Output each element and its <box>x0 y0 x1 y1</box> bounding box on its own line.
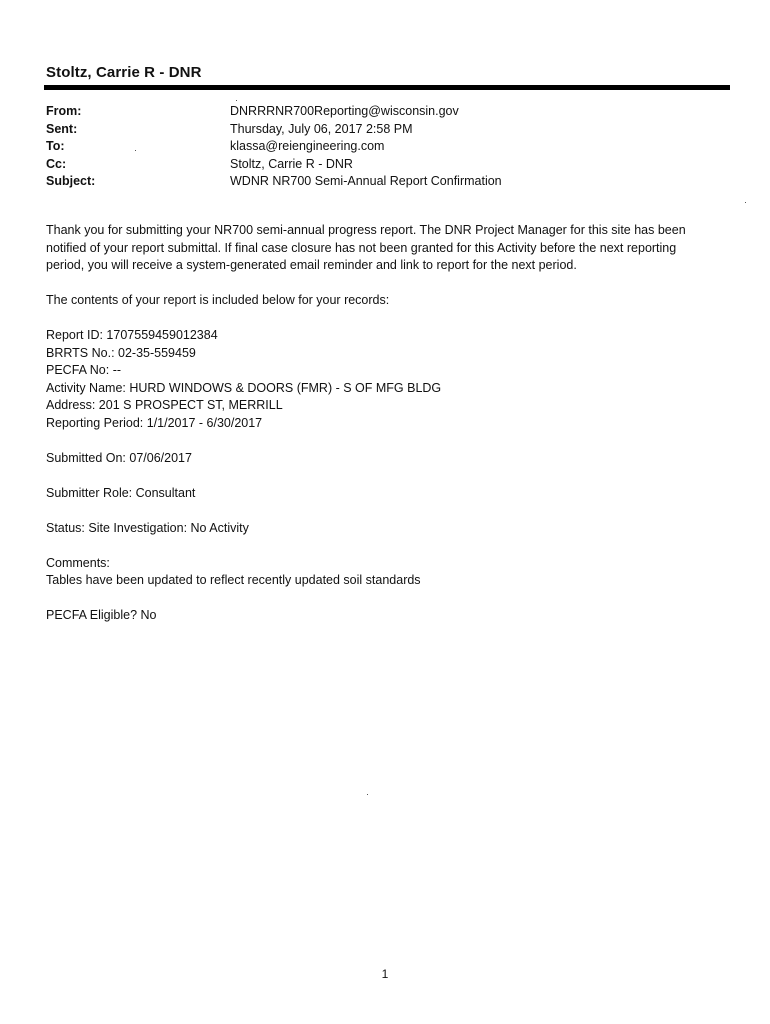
subject-value: WDNR NR700 Semi-Annual Report Confirmation <box>230 174 502 188</box>
cc-value: Stoltz, Carrie R - DNR <box>230 156 353 171</box>
comments-paragraph <box>46 555 736 590</box>
comments-text: Tables have been updated to reflect recently updated soil standards <box>46 573 421 587</box>
intro-line: period, you will receive a system-generated email reminder and link to report for the next period. <box>46 258 577 272</box>
from-row <box>46 103 686 121</box>
reporting-period: Reporting Period: 1/1/2017 - 6/30/2017 <box>46 415 263 430</box>
pecfa-eligible-paragraph <box>46 607 736 625</box>
subject-label: Subject: <box>46 174 96 188</box>
sent-row <box>46 121 686 139</box>
scan-speck <box>745 202 746 203</box>
intro-paragraph <box>46 222 736 275</box>
intro-line: notified of your report submittal. If final case closure has not been granted for this Activity before the next reporting <box>46 240 677 255</box>
subject-row <box>46 173 686 191</box>
from-label: From: <box>46 104 82 118</box>
brrts-number: BRRTS No.: 02-35-559459 <box>46 345 196 360</box>
report-id: Report ID: 1707559459012384 <box>46 328 218 342</box>
status: Status: Site Investigation: No Activity <box>46 520 249 535</box>
email-body <box>46 222 736 642</box>
to-label: To: <box>46 139 65 153</box>
sender-name-heading: Stoltz, Carrie R - DNR <box>46 64 202 81</box>
submitter-role: Submitter Role: Consultant <box>46 485 196 500</box>
scan-speck <box>135 150 136 151</box>
contents-paragraph <box>46 292 736 310</box>
to-value: klassa@reiengineering.com <box>230 139 385 153</box>
cc-row <box>46 156 686 174</box>
report-details <box>46 327 736 432</box>
submitted-on-paragraph <box>46 450 736 468</box>
page-number: 1 <box>381 967 389 981</box>
status-paragraph <box>46 520 736 538</box>
cc-label: Cc: <box>46 156 67 171</box>
site-address: Address: 201 S PROSPECT ST, MERRILL <box>46 398 283 412</box>
submitter-role-paragraph <box>46 485 736 503</box>
contents-line: The contents of your report is included below for your records: <box>46 293 390 307</box>
pecfa-number: PECFA No: -- <box>46 363 122 377</box>
scan-speck <box>236 100 237 101</box>
email-header-fields <box>46 103 686 191</box>
header-divider <box>44 85 730 90</box>
to-row <box>46 138 686 156</box>
sent-value: Thursday, July 06, 2017 2:58 PM <box>230 121 413 136</box>
submitted-on: Submitted On: 07/06/2017 <box>46 450 192 465</box>
scan-speck <box>367 794 368 795</box>
from-value: DNRRRNR700Reporting@wisconsin.gov <box>230 104 459 118</box>
sent-label: Sent: <box>46 121 78 136</box>
pecfa-eligible: PECFA Eligible? No <box>46 608 157 622</box>
activity-name: Activity Name: HURD WINDOWS & DOORS (FMR) - S OF MFG BLDG <box>46 380 442 395</box>
comments-label: Comments: <box>46 555 110 570</box>
intro-line: Thank you for submitting your NR700 semi-annual progress report. The DNR Project Manager for this site has been <box>46 223 686 237</box>
